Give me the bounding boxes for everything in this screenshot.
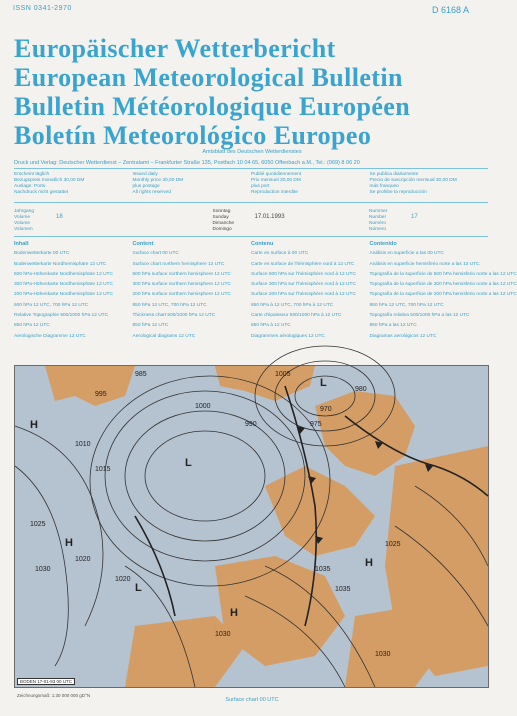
high-center: H xyxy=(365,557,373,569)
date-block: Sonntag Sunday Dimanche Domingo 17.01.1993 xyxy=(212,209,285,232)
volume-row xyxy=(14,209,488,233)
pressure-label: 1025 xyxy=(385,541,401,548)
title-spanish: Boletín Meteorológico Europeo xyxy=(14,121,372,150)
map-svg xyxy=(15,366,488,687)
pressure-label: 1030 xyxy=(35,566,51,573)
issue-info xyxy=(14,172,488,196)
contents-english: Content Surface chart 00 UTC Surface chart northern hemisphere 12 UTC 500 hPa surface northern hemisphere 12 UTC 300 hPa surface northern hemisphere 12 UTC 200 hPa surface northern hemisphere 12 UTC 850 hPa 12 UTC, 700 hPa 12 UTC Thickness chart 500/1000 hPa 12 UTC 850 hPa 12 UTC Aerological diagrams 12 UTC xyxy=(132,241,231,339)
issue-date: 17.01.1993 xyxy=(254,214,285,220)
high-center: H xyxy=(65,537,73,549)
surface-weather-map xyxy=(14,365,489,688)
publisher-line: Druck und Verlag: Deutscher Wetterdienst – Zentralamt – Frankfurter Straße 135, Postfach 10 04 65, 6050 Offenbach a.M., Tel.: (069) 8 06 20 xyxy=(14,160,360,166)
pressure-label: 1025 xyxy=(30,521,46,528)
pressure-label: 990 xyxy=(245,421,257,428)
contents-table xyxy=(14,241,517,344)
low-center: L xyxy=(185,457,192,469)
volume-block: Jahrgang Volume Volume Volumen 18 xyxy=(14,209,63,232)
issn-number: ISSN 0341-2970 xyxy=(13,5,72,12)
contents-german: Inhalt Bodenwetterkarte 00 UTC Bodenwetterkarte Nordhemisphäre 12 UTC 500 hPa-Höhenkarte Nordhemisphäre 12 UTC 300 hPa-Höhenkarte Nordhemisphäre 12 UTC 200 hPa-Höhenkarte Nordhemisphäre 12 UTC 500 hPa 12 UTC, 700 hPa 12 UTC Relative Topographie 500/1000 hPa 12 UTC 850 hPa 12 UTC Aerologische Diagramme 12 UTC xyxy=(14,241,113,339)
pressure-label: 1015 xyxy=(95,466,111,473)
contents-french: Contenu Carte en surface à 00 UTC Carte en surface de l'hémisphère nord à 12 UTC Surface 500 hPa sur l'hémisphère nord à 12 UTC Surface 300 hPa sur l'hémisphère nord à 12 UTC Surface 200 hPa sur l'hémisphère nord à 12 UTC 850 hPa à 12 UTC, 700 hPa à 12 UTC Carte d'épaisseur 500/1000 hPa à 12 UTC 850 hPa à 12 UTC Diagrammes aérologiques 12 UTC xyxy=(251,241,356,339)
map-scale: Zeichnungsmaß: 1:30 000 000 gD°N xyxy=(17,693,91,698)
pressure-label: 1005 xyxy=(275,371,291,378)
pressure-label: 980 xyxy=(355,386,367,393)
issue-number: 17 xyxy=(411,214,418,220)
contents-spanish: Contenido Análisis en superficie a las 00 UTC Análisis en superficie hemisferio norte a las 12 UTC Topografía de la superficie de 500 hPa hemisferio norte a las 12 UTC Topografía de la superficie de 300 hPa hemisferio norte a las 12 UTC Topografía de la superficie de 200 hPa hemisferio norte a las 12 UTC 850 hPa 12 UTC, 700 hPa 12 UTC Topografía relativa 500/1000 hPa a las 12 UTC 850 hPa a las 12 UTC Diagramas aerológicos 12 UTC xyxy=(369,241,517,339)
issue-info-spanish: Se publica diariamente Precio de suscripción mensual 30,00 DM más franqueo Se prohibe la reproducción xyxy=(369,172,457,195)
title-block xyxy=(14,34,494,150)
document-id: D 6168 A xyxy=(432,5,470,15)
amtsblatt-line: Amtsblatt des Deutschen Wetterdienstes xyxy=(202,149,302,155)
pressure-label: 985 xyxy=(135,371,147,378)
pressure-label: 970 xyxy=(320,406,332,413)
divider xyxy=(14,168,488,169)
volume-value: 18 xyxy=(56,214,63,220)
pressure-label: 995 xyxy=(95,391,107,398)
high-center: H xyxy=(230,607,238,619)
pressure-label: 1020 xyxy=(75,556,91,563)
pressure-label: 975 xyxy=(310,421,322,428)
land-masses xyxy=(45,366,488,687)
number-block: Nummer Number Numéro Número 17 xyxy=(369,209,418,232)
issue-info-french: Publié quotidiennement Prix mensuel 30,00 DM plus port Reproduction interdite xyxy=(251,172,302,195)
low-center: L xyxy=(135,582,142,594)
high-center: H xyxy=(30,419,38,431)
title-english: European Meteorological Bulletin xyxy=(14,63,403,92)
pressure-label: 1035 xyxy=(315,566,331,573)
map-stamp: BODEN 17-01-93 00 UTC xyxy=(17,678,75,685)
divider xyxy=(14,202,488,203)
divider xyxy=(14,236,488,237)
low-center: L xyxy=(320,377,327,389)
pressure-label: 1035 xyxy=(335,586,351,593)
issue-info-german: Erscheint täglich Bezugspreis monatlich 30,00 DM Auslage: Porto Nachdruck nicht gestattet xyxy=(14,172,85,195)
title-french: Bulletin Météorologique Européen xyxy=(14,92,411,121)
map-caption: Surface chart 00 UTC xyxy=(225,697,279,703)
title-german: Europäischer Wetterbericht xyxy=(14,34,336,63)
pressure-label: 1020 xyxy=(115,576,131,583)
pressure-label: 1010 xyxy=(75,441,91,448)
issue-info-english: Issued daily Monthly price 30,00 DM plus postage All rights reserved xyxy=(132,172,184,195)
pressure-label: 1000 xyxy=(195,403,211,410)
pressure-label: 1030 xyxy=(215,631,231,638)
pressure-label: 1030 xyxy=(375,651,391,658)
